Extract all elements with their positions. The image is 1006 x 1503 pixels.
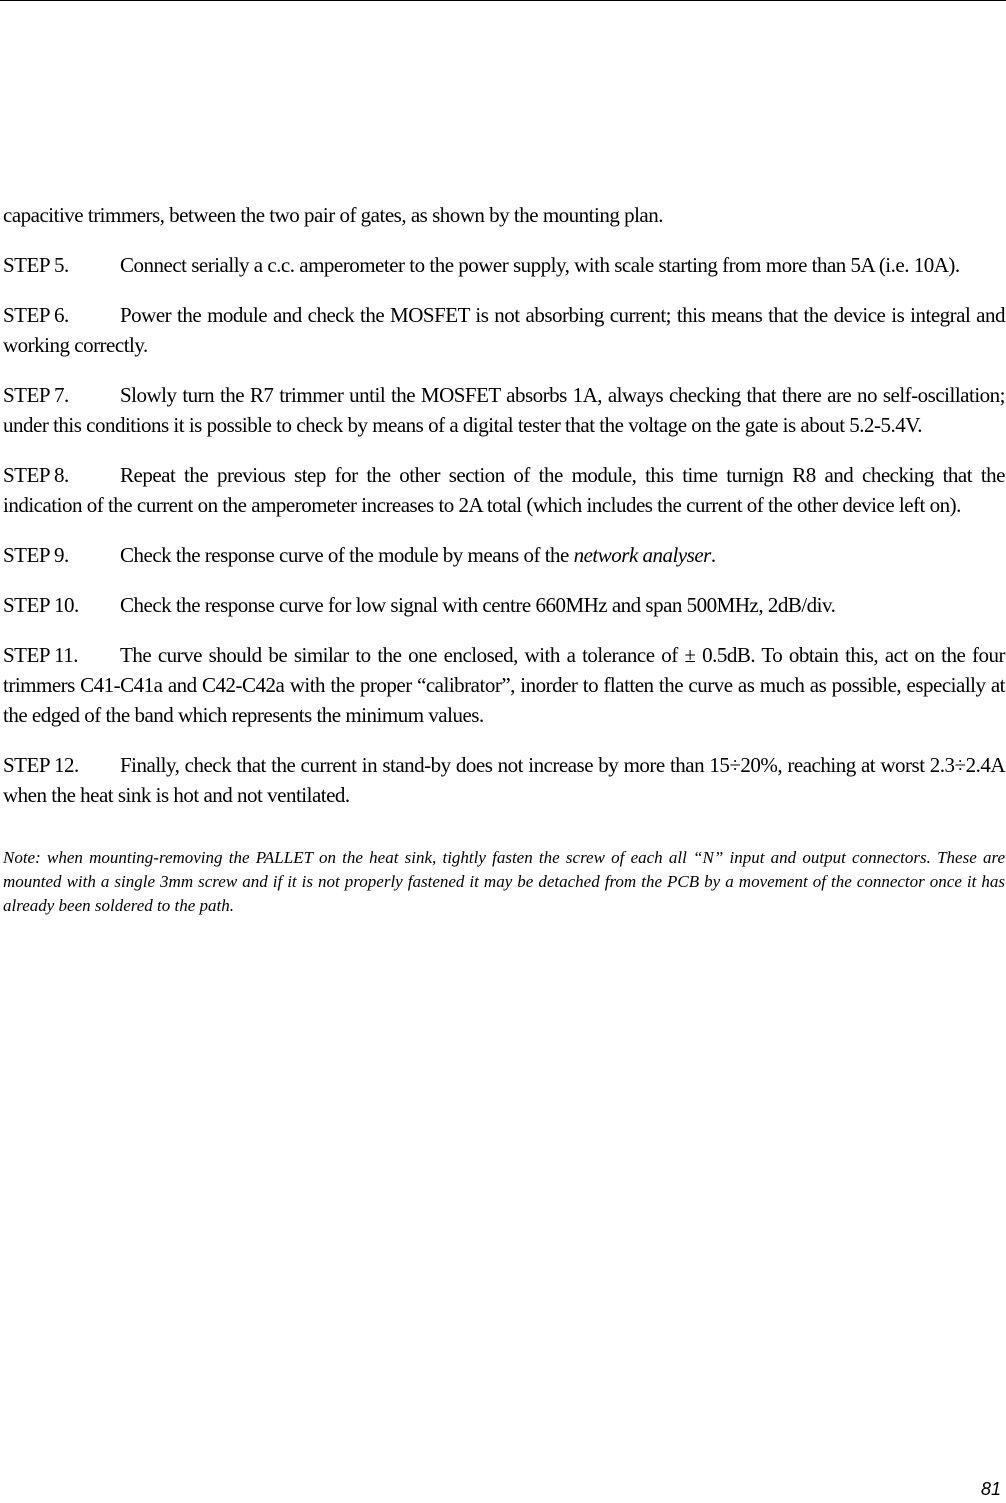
step-text: Power the module and check the MOSFET is not absorbing current; this means that the device is integral and working correctly. bbox=[3, 303, 1005, 357]
step-text: Connect serially a c.c. amperometer to the power supply, with scale starting from more than 5A (i.e. 10A). bbox=[120, 253, 960, 277]
step-6 bbox=[3, 300, 1005, 360]
step-label: STEP 5. bbox=[3, 253, 69, 277]
top-rule bbox=[0, 0, 1006, 1]
step-text: Check the response curve for low signal with centre 660MHz and span 500MHz, 2dB/div. bbox=[120, 593, 836, 617]
step-label: STEP 12. bbox=[3, 753, 79, 777]
intro-paragraph: capacitive trimmers, between the two pair of gates, as shown by the mounting plan. bbox=[3, 203, 663, 227]
step-text-italic: network analyser bbox=[573, 543, 711, 567]
step-text: Slowly turn the R7 trimmer until the MOSFET absorbs 1A, always checking that there are no self-oscillation; under this conditions it is possible to check by means of a digital tester that the voltage on the gate is about 5.2-5.4V. bbox=[3, 383, 1005, 437]
step-12 bbox=[3, 750, 1005, 810]
note-paragraph: Note: when mounting-removing the PALLET on the heat sink, tightly fasten the screw of each all “N” input and output connectors. These are mounted with a single 3mm screw and if it is not properly fastened it may be detached from the PCB by a movement of the connector once it has already been soldered to the path. bbox=[3, 848, 1005, 915]
step-text: Check the response curve of the module by means of the bbox=[120, 543, 569, 567]
step-label: STEP 9. bbox=[3, 543, 69, 567]
step-9 bbox=[3, 540, 1005, 570]
step-label: STEP 11. bbox=[3, 643, 78, 667]
step-label: STEP 7. bbox=[3, 383, 69, 407]
step-label: STEP 8. bbox=[3, 463, 69, 487]
step-text: Finally, check that the current in stand-by does not increase by more than 15÷20%, reaching at worst 2.3÷2.4A when the heat sink is hot and not ventilated. bbox=[3, 753, 1005, 807]
step-text: The curve should be similar to the one enclosed, with a tolerance of ± 0.5dB. To obtain this, act on the four trimmers C41-C41a and C42-C42a with the proper “calibrator”, inorder to flatten the curve as much as possible, especially at the edged of the band which represents the minimum values. bbox=[3, 643, 1005, 727]
step-text: Repeat the previous step for the other section of the module, this time turnign R8 and checking that the indication of the current on the amperometer increases to 2A total (which includes the current of the other device left on). bbox=[3, 463, 1005, 517]
document-body bbox=[3, 200, 1005, 935]
step-11 bbox=[3, 640, 1005, 730]
step-text-end: . bbox=[710, 543, 716, 567]
step-10 bbox=[3, 590, 1005, 620]
step-label: STEP 6. bbox=[3, 303, 69, 327]
step-5 bbox=[3, 250, 1005, 280]
page-number: 81 bbox=[980, 1479, 1001, 1499]
step-label: STEP 10. bbox=[3, 593, 79, 617]
step-7 bbox=[3, 380, 1005, 440]
step-8 bbox=[3, 460, 1005, 520]
